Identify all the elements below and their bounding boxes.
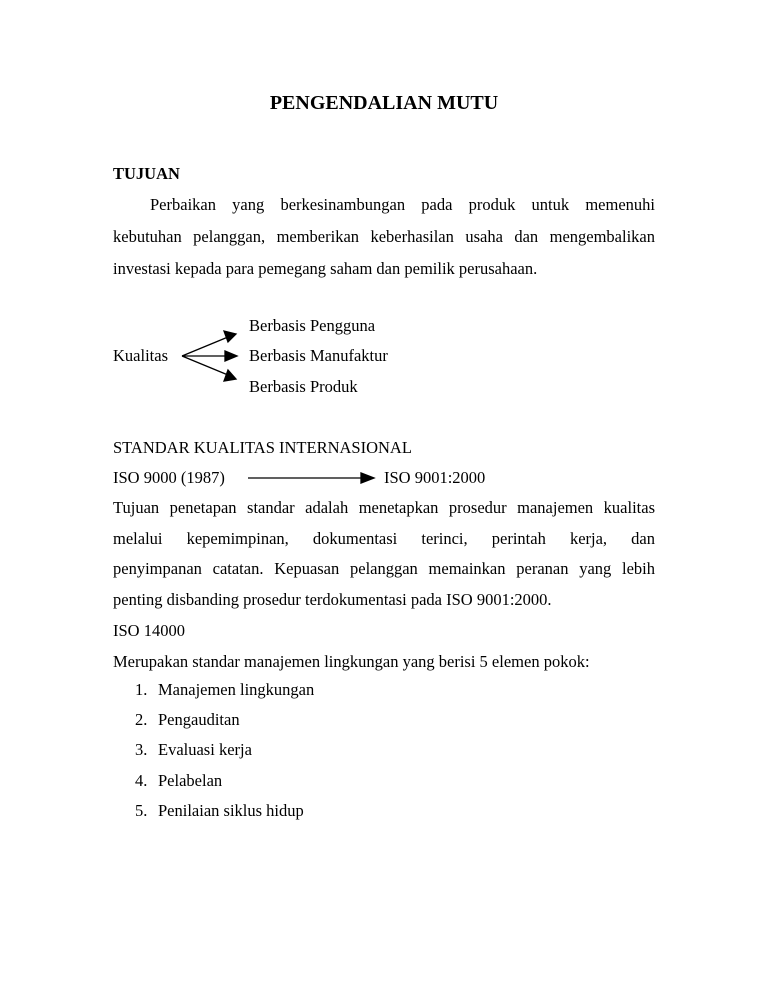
list-item bbox=[135, 771, 223, 791]
list-number: 5. bbox=[135, 801, 148, 820]
standar-heading: STANDAR KUALITAS INTERNASIONAL bbox=[113, 438, 412, 457]
list-item bbox=[135, 740, 252, 760]
arrow-line bbox=[182, 337, 228, 356]
list-item bbox=[135, 680, 315, 700]
standar-line: Tujuan penetapan standar adalah menetapkan prosedur manajemen kualitas bbox=[113, 498, 655, 517]
list-item bbox=[135, 710, 240, 730]
iso-from: ISO 9000 (1987) bbox=[113, 468, 225, 487]
kualitas-branch: Berbasis Pengguna bbox=[249, 316, 376, 335]
arrow-head-icon bbox=[224, 370, 236, 381]
list-text: Pelabelan bbox=[158, 771, 223, 790]
page-title: PENGENDALIAN MUTU bbox=[269, 92, 499, 114]
list-item bbox=[135, 801, 304, 821]
list-text: Penilaian siklus hidup bbox=[158, 801, 304, 820]
tujuan-heading: TUJUAN bbox=[113, 164, 180, 183]
standar-line: penyimpanan catatan. Kepuasan pelanggan memainkan peranan yang lebih bbox=[113, 559, 655, 578]
arrow-head-icon bbox=[225, 351, 237, 361]
kualitas-branch: Berbasis Manufaktur bbox=[249, 346, 388, 365]
arrow-head-icon bbox=[224, 331, 236, 342]
list-text: Manajemen lingkungan bbox=[158, 680, 315, 699]
list-number: 2. bbox=[135, 710, 148, 729]
list-number: 4. bbox=[135, 771, 148, 790]
iso14000-intro: Merupakan standar manajemen lingkungan yang berisi 5 elemen pokok: bbox=[113, 652, 590, 671]
list-text: Evaluasi kerja bbox=[158, 740, 252, 759]
list-number: 3. bbox=[135, 740, 148, 759]
standar-line: melalui kepemimpinan, dokumentasi terinci, perintah kerja, dan bbox=[113, 529, 655, 548]
tujuan-line: Perbaikan yang berkesinambungan pada produk untuk memenuhi bbox=[150, 195, 655, 214]
iso14000-heading: ISO 14000 bbox=[113, 621, 185, 640]
tujuan-line: investasi kepada para pemegang saham dan pemilik perusahaan. bbox=[113, 259, 538, 278]
standar-line: penting disbanding prosedur terdokumentasi pada ISO 9001:2000. bbox=[113, 590, 552, 609]
iso-to: ISO 9001:2000 bbox=[384, 468, 486, 487]
kualitas-label: Kualitas bbox=[113, 346, 168, 365]
arrow-line bbox=[182, 356, 228, 375]
list-number: 1. bbox=[135, 680, 148, 699]
tujuan-line: kebutuhan pelanggan, memberikan keberhasilan usaha dan mengembalikan bbox=[113, 227, 655, 246]
list-text: Pengauditan bbox=[158, 710, 240, 729]
arrow-head-icon bbox=[361, 473, 374, 483]
kualitas-branch: Berbasis Produk bbox=[249, 377, 358, 396]
